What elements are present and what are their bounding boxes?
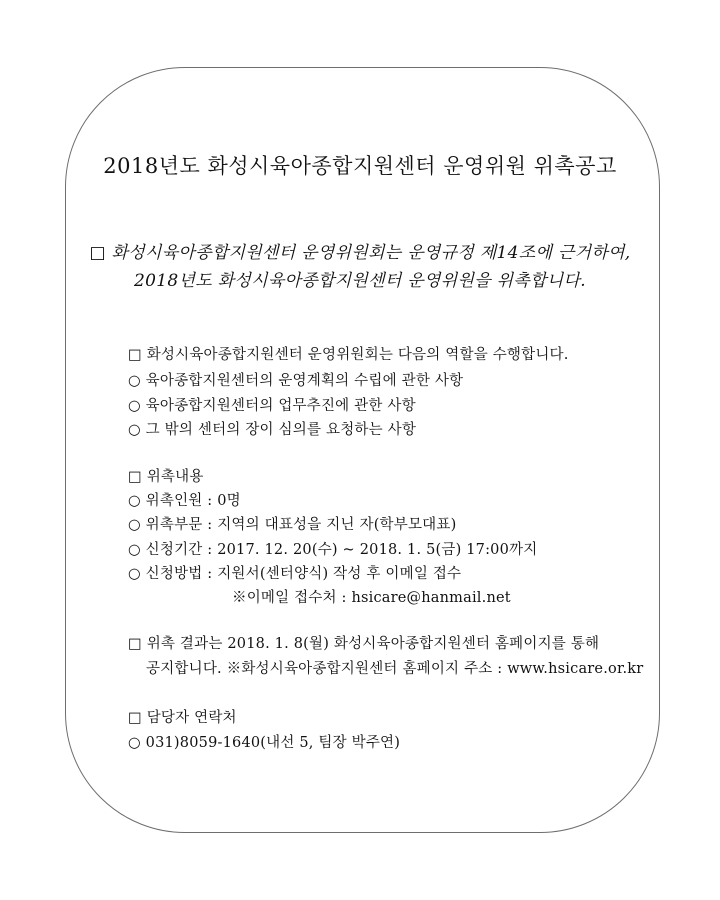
intro-line-2: 2018년도 화성시육아종합지원센터 운영위원을 위촉합니다. [134,271,586,291]
intro-line-1: □ 화성시육아종합지원센터 운영위원회는 운영규정 제14조에 근거하여, [89,243,631,263]
details-email-note: ※이메일 접수처 : hsicare@hanmail.net [232,590,511,606]
details-heading: □ 위촉내용 [128,469,204,485]
contact-item: ○ 031)8059-1640(내선 5, 팀장 박주연) [128,735,401,751]
details-item-period: ○ 신청기간 : 2017. 12. 20(수) ~ 2018. 1. 5(금) 17:00까지 [128,542,538,558]
result-line-2: 공지합니다. ※화성시육아종합지원센터 홈페이지 주소 : www.hsicare.or.kr [146,661,644,677]
details-item-count: ○ 위촉인원 : 0명 [128,493,241,509]
roles-item-1: ○ 육아종합지원센터의 운영계획의 수립에 관한 사항 [128,373,464,389]
page-title: 2018년도 화성시육아종합지원센터 운영위원 위촉공고 [103,154,617,178]
roles-item-3: ○ 그 밖의 센터의 장이 심의를 요청하는 사항 [128,422,417,438]
contact-heading: □ 담당자 연락처 [128,710,237,726]
details-item-method: ○ 신청방법 : 지원서(센터양식) 작성 후 이메일 접수 [128,566,462,582]
roles-item-2: ○ 육아종합지원센터의 업무추진에 관한 사항 [128,398,416,414]
roles-heading: □ 화성시육아종합지원센터 운영위원회는 다음의 역할을 수행합니다. [128,347,569,363]
result-line-1: □ 위촉 결과는 2018. 1. 8(월) 화성시육아종합지원센터 홈페이지를 통해 [128,636,600,652]
details-item-category: ○ 위촉부문 : 지역의 대표성을 지닌 자(학부모대표) [128,517,457,533]
